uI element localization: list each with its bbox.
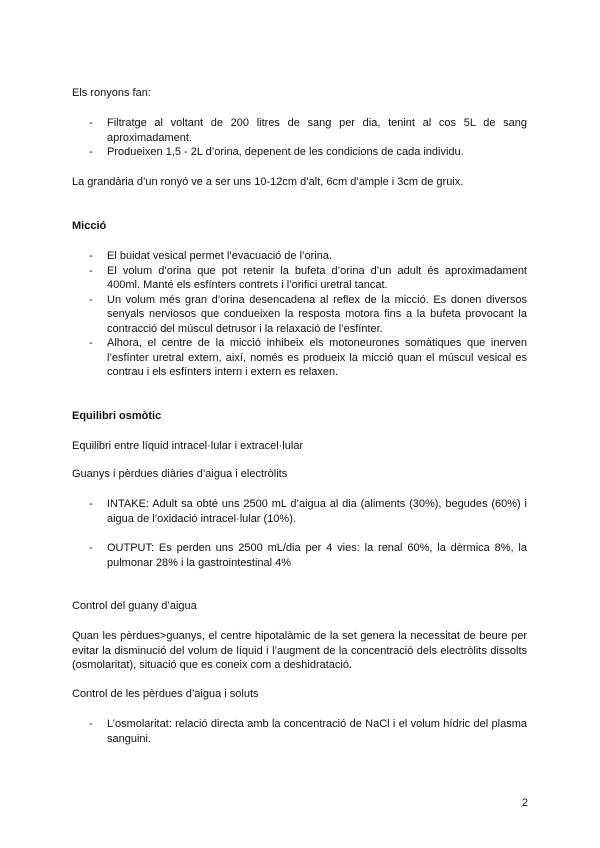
- osmolaritat-list: [72, 717, 527, 746]
- kidney-size-paragraph: La grandària d’un ronyó ve a ser uns 10-12cm d’alt, 6cm d’ample i 3cm de gruix.: [72, 176, 464, 188]
- guanys-heading: Guanys i pèrdues diàries d’aigua i electròlits: [72, 468, 288, 480]
- section-title-miccio: Micció: [72, 220, 107, 232]
- miccio-list: [72, 249, 527, 380]
- output-list: [72, 541, 527, 570]
- page-number: 2: [521, 797, 528, 809]
- list-item: - El volum d’orina que pot retenir la bufeta d’orina d’un adult és aproximadament 400ml. Manté els esfínters contrets i l’orifici uretral tancat.: [72, 264, 527, 293]
- control-perdues-heading: Control de les pèrdues d’aigua i soluts: [72, 688, 259, 700]
- control-guany-paragraph: Quan les pèrdues>guanys, el centre hipotalàmic de la set genera la necessitat de beure per evitar la disminució del volum de líquid i l’augment de la concentració dels electròlits dissolts (osmolaritat), situació que es coneix com a deshidratació.: [72, 630, 527, 671]
- list-item: - Alhora, el centre de la micció inhibeix els motoneurones somàtiques que inerven l’esfínter uretral extern, així, només es produeix la micció quan el múscul vesical es contrau i els esfínters intern i extern es relaxen.: [72, 336, 527, 380]
- list-item-intake: - INTAKE: Adult sa obté uns 2500 mL d’aigua al dia (aliments (30%), begudes (60%) i aigua de l’oxidació intracel·lular (10%).: [72, 497, 527, 526]
- list-item: - Produeixen 1,5 - 2L d’orina, depenent de les condicions de cada individu.: [72, 145, 527, 160]
- intro-heading: Els ronyons fan:: [72, 87, 151, 99]
- section-title-equilibri: Equilibri osmòtic: [72, 410, 162, 422]
- list-item-output: - OUTPUT: Es perden uns 2500 mL/dia per 4 vies: la renal 60%, la dèrmica 8%, la pulmonar 28% i la gastrointestinal 4%: [72, 541, 527, 570]
- list-item-osmolaritat: - L’osmolaritat: relació directa amb la concentració de NaCl i el volum hídric del plasma sanguini.: [72, 717, 527, 746]
- list-item: - El buidat vesical permet l’evacuació de l’orina.: [72, 249, 527, 264]
- intro-list: [72, 116, 527, 160]
- intake-list: [72, 497, 527, 526]
- equilibri-subtitle: Equilibri entre líquid intracel·lular i extracel·lular: [72, 440, 304, 452]
- list-item: - Un volum més gran d’orina desencadena al reflex de la micció. Es donen diversos senyals nerviosos que condueixen la resposta motora fins a la bufeta provocant la contracció del múscul detrusor i la relaxació de l’esfínter.: [72, 293, 527, 337]
- control-guany-heading: Control del guany d’aigua: [72, 600, 197, 612]
- list-item: - Filtratge al voltant de 200 litres de sang per dia, tenint al cos 5L de sang aproximadament.: [72, 116, 527, 145]
